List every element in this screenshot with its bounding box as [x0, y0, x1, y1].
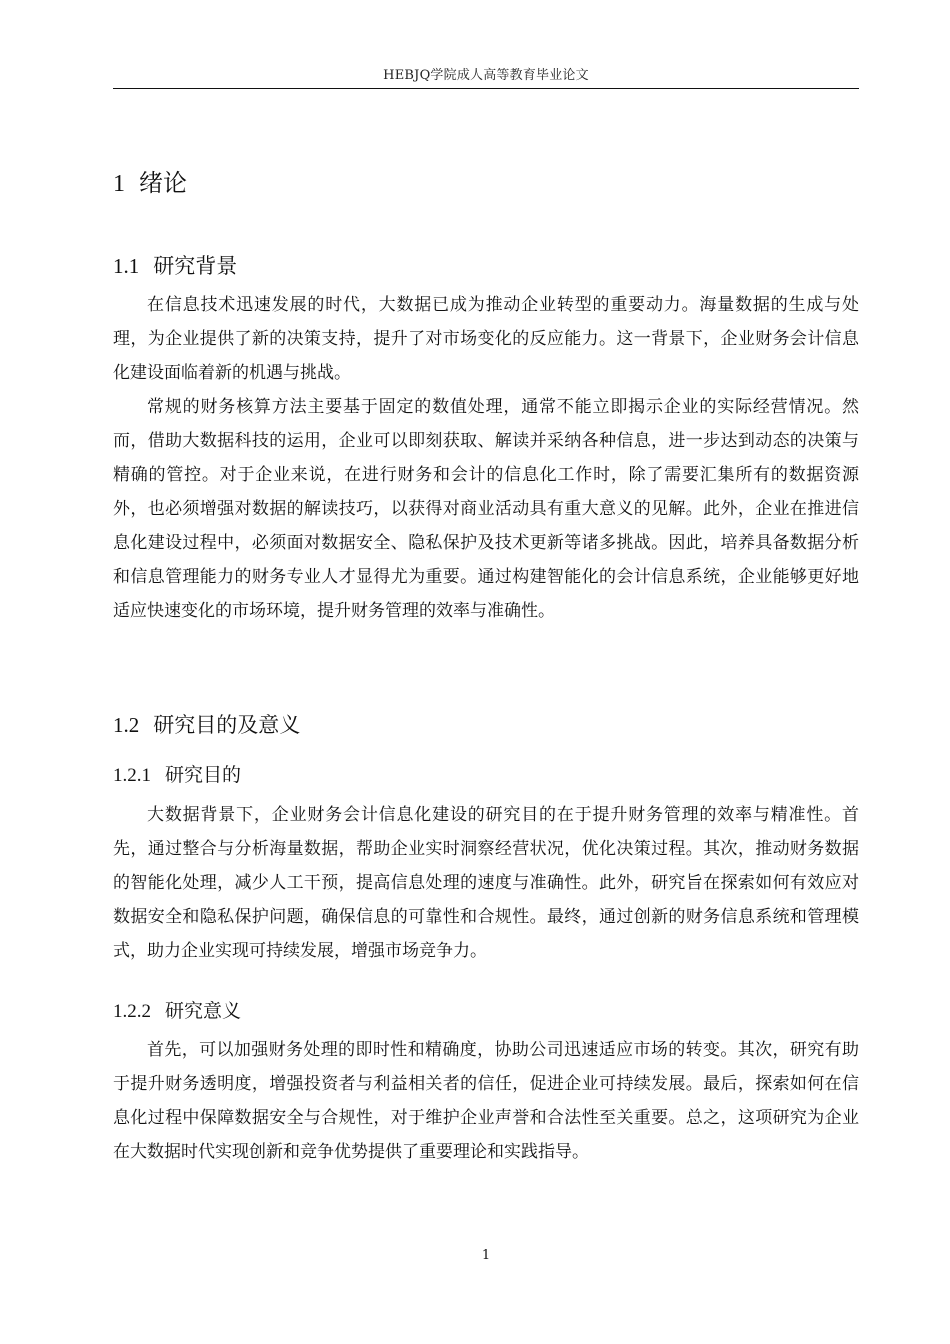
section-heading-1-2 — [113, 709, 300, 739]
subsection-number: 1.2.2 — [113, 1001, 151, 1022]
paragraph-purpose: 大数据背景下，企业财务会计信息化建设的研究目的在于提升财务管理的效率与精准性。首先，通过整合与分析海量数据，帮助企业实时洞察经营状况，优化决策过程。其次，推动财务数据的智能化处理，减少人工干预，提高信息处理的速度与准确性。此外，研究旨在探索如何有效应对数据安全和隐私保护问题，确保信息的可靠性和合规性。最终，通过创新的财务信息系统和管理模式，助力企业实现可持续发展，增强市场竞争力。 — [113, 805, 859, 961]
subsection-title: 研究目的 — [165, 764, 242, 786]
subsection-title: 研究意义 — [165, 1000, 242, 1022]
paragraph-significance: 首先，可以加强财务处理的即时性和精确度，协助公司迅速适应市场的转变。其次，研究有助于提升财务透明度，增强投资者与利益相关者的信任，促进企业可持续发展。最后，探索如何在信息化过程中保障数据安全与合规性，对于维护企业声誉和合法性至关重要。总之，这项研究为企业在大数据时代实现创新和竞争优势提供了重要理论和实践指导。 — [113, 1040, 859, 1162]
paragraph-background-2: 常规的财务核算方法主要基于固定的数值处理，通常不能立即揭示企业的实际经营情况。然而，借助大数据科技的运用，企业可以即刻获取、解读并采纳各种信息，进一步达到动态的决策与精确的管控。对于企业来说，在进行财务和会计的信息化工作时，除了需要汇集所有的数据资源外，也必须增强对数据的解读技巧，以获得对商业活动具有重大意义的见解。此外，企业在推进信息化建设过程中，必须面对数据安全、隐私保护及技术更新等诸多挑战。因此，培养具备数据分析和信息管理能力的财务专业人才显得尤为重要。通过构建智能化的会计信息系统，企业能够更好地适应快速变化的市场环境，提升财务管理的效率与准确性。 — [113, 397, 859, 621]
section-title: 研究背景 — [153, 254, 238, 278]
section-heading-1-1 — [113, 250, 237, 280]
section-number: 1.1 — [113, 254, 140, 278]
page-number: 1 — [481, 1248, 491, 1263]
chapter-number: 1 — [113, 171, 125, 197]
chapter-title: 绪论 — [139, 169, 187, 197]
subsection-heading-1-2-1 — [113, 760, 241, 787]
header-rule — [113, 88, 859, 89]
running-header: HEBJQ学院成人高等教育毕业论文 — [383, 68, 589, 83]
chapter-heading — [113, 163, 187, 198]
section-number: 1.2 — [113, 713, 140, 737]
subsection-heading-1-2-2 — [113, 996, 241, 1023]
paragraph-background-1: 在信息技术迅速发展的时代，大数据已成为推动企业转型的重要动力。海量数据的生成与处理，为企业提供了新的决策支持，提升了对市场变化的反应能力。这一背景下，企业财务会计信息化建设面临着新的机遇与挑战。 — [113, 295, 859, 383]
section-title: 研究目的及意义 — [153, 713, 301, 737]
subsection-number: 1.2.1 — [113, 765, 151, 786]
